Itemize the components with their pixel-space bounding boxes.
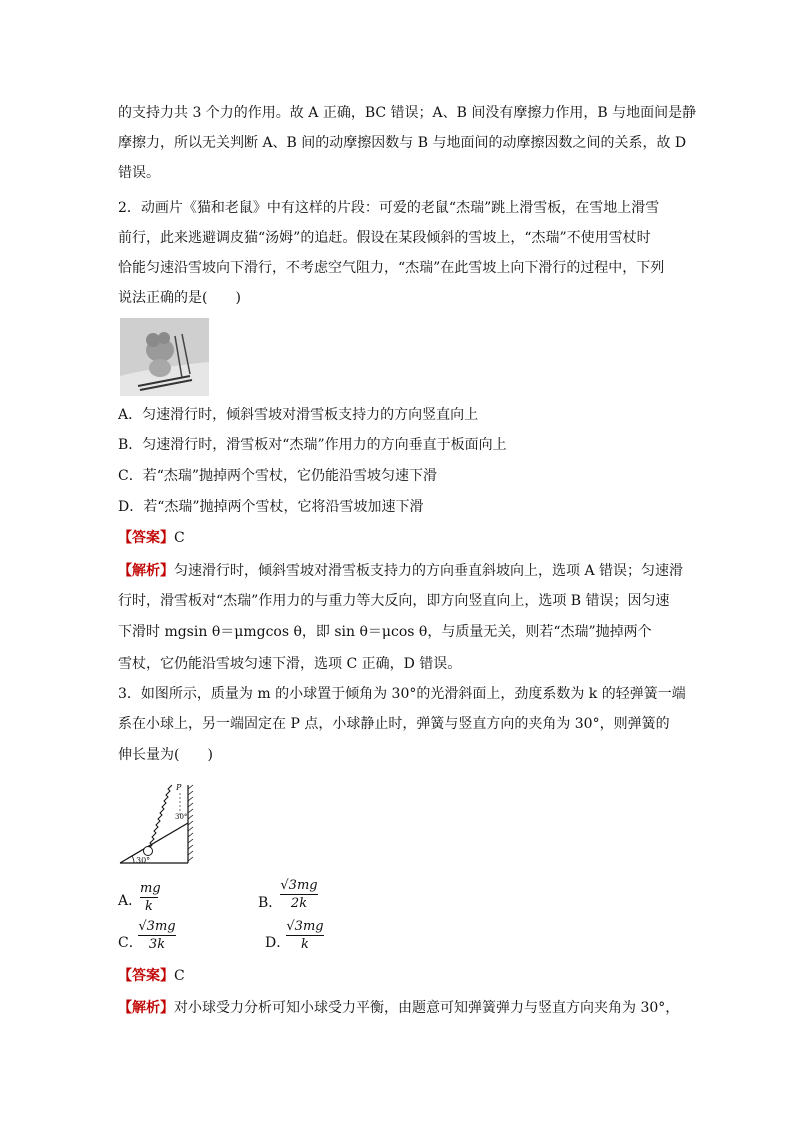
option-b: B．匀速滑行时，滑雪板对“杰瑞”作用力的方向垂直于板面向上 — [118, 437, 507, 453]
option-c-label: C． — [118, 935, 143, 951]
answer-value: C — [174, 968, 185, 984]
point-p-label: P — [176, 783, 182, 792]
question-3-line: 系在小球上，另一端固定在 P 点，小球静止时，弹簧与竖直方向的夹角为 30°，则弹簧的 — [118, 716, 670, 732]
analysis-line: 下滑时 mgsin θ＝μmgcos θ，即 sin θ＝μcos θ，与质量无关，则若“杰瑞”抛掉两个 — [118, 624, 652, 640]
fraction-denominator: k — [301, 937, 309, 952]
fraction-numerator: √3mg — [280, 878, 318, 893]
answer-value: C — [174, 530, 185, 546]
text-line: 错误。 — [118, 165, 160, 181]
question-3-line: 3．如图所示，质量为 m 的小球置于倾角为 30°的光滑斜面上，劲度系数为 k 的轻弹簧一端 — [118, 686, 686, 702]
option-b-label: B． — [258, 895, 283, 911]
analysis-line: 雪杖，它仍能沿雪坡匀速下滑，选项 C 正确，D 错误。 — [118, 656, 462, 672]
angle-label-spring: 30° — [175, 813, 188, 821]
text-line: 的支持力共 3 个力的作用。故 A 正确，BC 错误；A、B 间没有摩擦力作用，B 与地面间是静 — [118, 105, 697, 121]
option-d-fraction — [286, 919, 324, 952]
fraction-denominator: 2k — [290, 896, 308, 911]
option-a-fraction — [140, 881, 161, 914]
fraction-numerator: √3mg — [286, 919, 324, 934]
option-a-label: A． — [118, 893, 143, 909]
answer-line — [118, 966, 185, 986]
answer-line — [118, 528, 185, 548]
analysis-tag: 【解析】 — [118, 1000, 174, 1016]
option-c-fraction — [138, 919, 176, 952]
answer-tag: 【答案】 — [118, 968, 174, 984]
angle-label-incline: 30° — [136, 856, 151, 865]
question-2-line: 2．动画片《猫和老鼠》中有这样的片段：可爱的老鼠“杰瑞”跳上滑雪板，在雪地上滑雪 — [118, 200, 660, 216]
option-b-fraction — [280, 878, 318, 911]
question-3-line: 伸长量为( ) — [118, 747, 213, 763]
text-line: 摩擦力，所以无关判断 A、B 间的动摩擦因数与 B 与地面间的动摩擦因数之间的关系，故 D — [118, 135, 687, 151]
fraction-numerator: mg — [140, 881, 161, 896]
answer-tag: 【答案】 — [118, 530, 174, 546]
skiing-mouse-image — [120, 318, 209, 396]
analysis-tag: 【解析】 — [118, 563, 174, 579]
fraction-denominator: 3k — [148, 937, 166, 952]
analysis-line — [118, 561, 683, 581]
incline-spring-diagram — [118, 783, 194, 867]
analysis-line — [118, 998, 679, 1018]
analysis-text: 对小球受力分析可知小球受力平衡，由题意可知弹簧弹力与竖直方向夹角为 30°， — [174, 1000, 680, 1016]
option-c: C．若“杰瑞”抛掉两个雪杖，它仍能沿雪坡匀速下滑 — [118, 468, 438, 484]
question-2-line: 恰能匀速沿雪坡向下滑行，不考虑空气阻力，“杰瑞”在此雪坡上向下滑行的过程中，下列 — [118, 260, 665, 276]
option-a: A．匀速滑行时，倾斜雪坡对滑雪板支持力的方向竖直向上 — [118, 407, 479, 423]
option-d-label: D． — [265, 935, 291, 951]
question-2-line: 前行，此来逃避调皮猫“汤姆”的追赶。假设在某段倾斜的雪坡上，“杰瑞”不使用雪杖时 — [118, 230, 651, 246]
analysis-text: 匀速滑行时，倾斜雪坡对滑雪板支持力的方向垂直斜坡向上，选项 A 错误；匀速滑 — [174, 563, 684, 579]
analysis-line: 行时，滑雪板对“杰瑞”作用力的与重力等大反向，即方向竖直向上，选项 B 错误；因匀速 — [118, 593, 670, 609]
fraction-denominator: k — [145, 899, 153, 914]
option-d: D．若“杰瑞”抛掉两个雪杖，它将沿雪坡加速下滑 — [118, 499, 424, 515]
fraction-numerator: √3mg — [138, 919, 176, 934]
question-2-line: 说法正确的是( ) — [118, 290, 241, 306]
